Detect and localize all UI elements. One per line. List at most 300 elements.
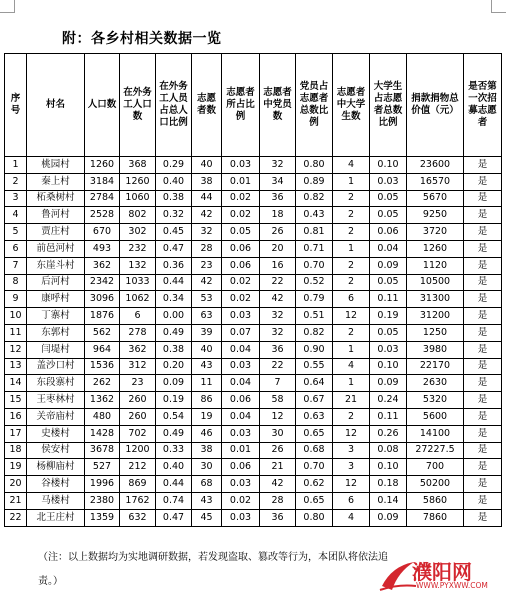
table-cell: 0.07: [222, 324, 260, 341]
table-cell: 19: [5, 459, 27, 476]
table-cell: 40: [192, 341, 222, 358]
table-row: [5, 157, 502, 174]
table-cell: 0.43: [296, 207, 333, 224]
table-cell: 632: [120, 509, 156, 526]
table-cell: 0.82: [296, 190, 333, 207]
table-cell: 是: [464, 324, 502, 341]
table-cell: 0.03: [370, 173, 407, 190]
table-cell: 1876: [85, 308, 120, 325]
table-cell: 16570: [407, 173, 464, 190]
table-header-row: [5, 54, 502, 157]
table-row: [5, 492, 502, 509]
table-cell: 22: [260, 358, 296, 375]
table-cell: 0.06: [222, 257, 260, 274]
header-cell: 志愿者中大学生数: [333, 54, 370, 157]
table-cell: 0.06: [222, 459, 260, 476]
table-cell: 0.03: [370, 341, 407, 358]
table-cell: 0.05: [370, 207, 407, 224]
table-cell: 0.06: [370, 224, 407, 241]
table-cell: 0.47: [156, 509, 192, 526]
table-cell: 53: [192, 291, 222, 308]
header-cell: 党员占志愿者总数比例: [296, 54, 333, 157]
table-cell: 0.24: [370, 392, 407, 409]
table-cell: 0.04: [370, 240, 407, 257]
table-row: [5, 358, 502, 375]
table-cell: 42: [260, 476, 296, 493]
table-cell: 0.63: [296, 408, 333, 425]
table-cell: 是: [464, 392, 502, 409]
table-cell: 23: [192, 257, 222, 274]
table-cell: 0.10: [370, 358, 407, 375]
table-cell: 26: [260, 224, 296, 241]
table-cell: 964: [85, 341, 120, 358]
table-cell: 0.52: [296, 274, 333, 291]
table-cell: 0.19: [370, 308, 407, 325]
table-cell: 493: [85, 240, 120, 257]
table-cell: 0.38: [156, 190, 192, 207]
village-name-cell: 前邑河村: [27, 240, 85, 257]
table-cell: 3: [5, 190, 27, 207]
village-name-cell: 贾庄村: [27, 224, 85, 241]
header-cell: 捐款捐物总价值（元）: [407, 54, 464, 157]
table-cell: 12: [260, 408, 296, 425]
table-cell: 0.03: [222, 358, 260, 375]
village-name-cell: 史楼村: [27, 425, 85, 442]
table-cell: 9: [5, 291, 27, 308]
table-cell: 5320: [407, 392, 464, 409]
header-cell: 是否第一次招募志愿者: [464, 54, 502, 157]
table-cell: 0.05: [222, 224, 260, 241]
table-cell: 0.03: [222, 157, 260, 174]
table-cell: 是: [464, 308, 502, 325]
table-cell: 1536: [85, 358, 120, 375]
table-cell: 0.06: [222, 240, 260, 257]
header-cell: 人口数: [85, 54, 120, 157]
table-cell: 1: [333, 240, 370, 257]
table-cell: 0.65: [296, 425, 333, 442]
village-name-cell: 谷楼村: [27, 476, 85, 493]
table-row: [5, 425, 502, 442]
header-cell: 志愿者所占比例: [222, 54, 260, 157]
table-cell: 0.55: [296, 358, 333, 375]
table-row: [5, 224, 502, 241]
table-cell: 1: [5, 157, 27, 174]
table-cell: 0.29: [156, 157, 192, 174]
table-cell: 3: [333, 459, 370, 476]
table-cell: 2: [333, 224, 370, 241]
table-cell: 43: [192, 492, 222, 509]
table-cell: 4: [333, 157, 370, 174]
table-cell: 34: [260, 173, 296, 190]
village-name-cell: 关帝庙村: [27, 408, 85, 425]
table-cell: 22170: [407, 358, 464, 375]
table-cell: 12: [333, 308, 370, 325]
village-name-cell: 桃园村: [27, 157, 85, 174]
table-cell: 31300: [407, 291, 464, 308]
village-name-cell: 侯安村: [27, 442, 85, 459]
table-cell: 2: [333, 257, 370, 274]
table-cell: 0.38: [156, 341, 192, 358]
table-cell: 2342: [85, 274, 120, 291]
table-cell: 0.20: [156, 358, 192, 375]
table-row: [5, 459, 502, 476]
table-cell: 0.06: [222, 392, 260, 409]
table-cell: 8: [5, 274, 27, 291]
table-cell: 0.09: [156, 375, 192, 392]
table-row: [5, 341, 502, 358]
footnote-line-1: （注：以上数据均为实地调研数据，若发现盗取、篡改等行为，本团队将依法追: [38, 552, 388, 563]
table-cell: 3720: [407, 224, 464, 241]
village-name-cell: 后河村: [27, 274, 85, 291]
table-cell: 28: [192, 240, 222, 257]
table-cell: 0.49: [156, 425, 192, 442]
table-cell: 4: [333, 509, 370, 526]
table-cell: 是: [464, 341, 502, 358]
table-cell: 362: [120, 341, 156, 358]
table-row: [5, 274, 502, 291]
table-cell: 是: [464, 224, 502, 241]
table-cell: 5670: [407, 190, 464, 207]
table-cell: 0.09: [370, 509, 407, 526]
table-cell: 0.11: [370, 408, 407, 425]
table-cell: 36: [260, 341, 296, 358]
table-cell: 0.03: [222, 425, 260, 442]
table-cell: 6: [120, 308, 156, 325]
table-cell: 0.71: [296, 240, 333, 257]
village-name-cell: 杨柳庙村: [27, 459, 85, 476]
table-cell: 14100: [407, 425, 464, 442]
table-cell: 0.03: [222, 476, 260, 493]
table-row: [5, 324, 502, 341]
table-cell: 是: [464, 459, 502, 476]
table-cell: 12: [5, 341, 27, 358]
village-name-cell: 东郭村: [27, 324, 85, 341]
table-row: [5, 257, 502, 274]
table-cell: 14: [5, 375, 27, 392]
table-cell: 21: [5, 492, 27, 509]
table-row: [5, 240, 502, 257]
table-cell: 0.45: [156, 224, 192, 241]
table-cell: 是: [464, 157, 502, 174]
table-cell: 19: [192, 408, 222, 425]
table-cell: 0.09: [370, 257, 407, 274]
table-cell: 22: [260, 274, 296, 291]
village-name-cell: 鲁河村: [27, 207, 85, 224]
table-cell: 4: [333, 358, 370, 375]
table-cell: 0.82: [296, 324, 333, 341]
table-cell: 3678: [85, 442, 120, 459]
table-cell: 1250: [407, 324, 464, 341]
table-cell: 1428: [85, 425, 120, 442]
table-cell: 0.67: [296, 392, 333, 409]
table-cell: 26: [260, 442, 296, 459]
table-cell: 是: [464, 492, 502, 509]
table-cell: 1200: [120, 442, 156, 459]
table-cell: 0.03: [222, 509, 260, 526]
table-cell: 44: [192, 190, 222, 207]
village-name-cell: 丁寨村: [27, 308, 85, 325]
table-cell: 0.14: [370, 492, 407, 509]
table-cell: 0.04: [222, 375, 260, 392]
table-cell: 86: [192, 392, 222, 409]
table-row: [5, 476, 502, 493]
table-cell: 0.02: [222, 274, 260, 291]
table-cell: 0.40: [156, 173, 192, 190]
table-cell: 0.08: [370, 442, 407, 459]
table-cell: 是: [464, 257, 502, 274]
table-cell: 0.02: [222, 207, 260, 224]
table-cell: 0.74: [156, 492, 192, 509]
table-cell: 0.10: [370, 459, 407, 476]
table-cell: 869: [120, 476, 156, 493]
table-cell: 是: [464, 375, 502, 392]
table-cell: 4: [5, 207, 27, 224]
table-cell: 0.04: [222, 341, 260, 358]
header-cell: 序号: [5, 54, 27, 157]
table-cell: 2: [333, 207, 370, 224]
table-cell: 1362: [85, 392, 120, 409]
header-cell: 大学生占志愿者总数比例: [370, 54, 407, 157]
table-cell: 0.79: [296, 291, 333, 308]
table-cell: 20: [5, 476, 27, 493]
table-row: [5, 392, 502, 409]
village-name-cell: 秦上村: [27, 173, 85, 190]
table-cell: 2784: [85, 190, 120, 207]
table-cell: 11: [5, 324, 27, 341]
table-row: [5, 207, 502, 224]
table-cell: 是: [464, 408, 502, 425]
table-cell: 是: [464, 425, 502, 442]
table-cell: 0.81: [296, 224, 333, 241]
table-cell: 0.80: [296, 157, 333, 174]
table-cell: 是: [464, 240, 502, 257]
table-cell: 0.10: [370, 157, 407, 174]
page-title: 附：各乡村相关数据一览: [62, 31, 222, 47]
table-cell: 32: [192, 224, 222, 241]
village-name-cell: 马楼村: [27, 492, 85, 509]
table-cell: 40: [192, 157, 222, 174]
table-cell: 1996: [85, 476, 120, 493]
table-cell: 1260: [407, 240, 464, 257]
table-cell: 0.11: [370, 291, 407, 308]
table-cell: 68: [192, 476, 222, 493]
table-cell: 0.36: [156, 257, 192, 274]
table-cell: 5860: [407, 492, 464, 509]
table-cell: 16: [260, 257, 296, 274]
table-cell: 36: [260, 509, 296, 526]
header-cell: 志愿者中党员数: [260, 54, 296, 157]
table-cell: 是: [464, 173, 502, 190]
village-name-cell: 盖沙口村: [27, 358, 85, 375]
table-cell: 702: [120, 425, 156, 442]
site-watermark-logo: [378, 556, 504, 594]
village-name-cell: 康呼村: [27, 291, 85, 308]
table-cell: 6: [5, 240, 27, 257]
table-cell: 是: [464, 476, 502, 493]
table-cell: 1033: [120, 274, 156, 291]
table-cell: 38: [192, 173, 222, 190]
table-cell: 6: [333, 291, 370, 308]
table-row: [5, 375, 502, 392]
table-cell: 2: [333, 274, 370, 291]
table-cell: 42: [260, 291, 296, 308]
table-cell: 0.00: [156, 308, 192, 325]
table-row: [5, 442, 502, 459]
village-name-cell: 东段寨村: [27, 375, 85, 392]
table-cell: 0.70: [296, 257, 333, 274]
table-row: [5, 408, 502, 425]
table-cell: 1359: [85, 509, 120, 526]
table-cell: 0.32: [156, 207, 192, 224]
table-cell: 0.68: [296, 442, 333, 459]
table-cell: 0.05: [370, 324, 407, 341]
table-cell: 22: [5, 509, 27, 526]
table-cell: 260: [120, 408, 156, 425]
table-cell: 12: [333, 476, 370, 493]
table-cell: 0.89: [296, 173, 333, 190]
table-cell: 0.26: [370, 425, 407, 442]
table-cell: 50200: [407, 476, 464, 493]
watermark-url: WWW.PYXWW.COM: [416, 581, 488, 590]
table-cell: 0.90: [296, 341, 333, 358]
village-name-cell: 东崖斗村: [27, 257, 85, 274]
table-cell: 0.02: [222, 492, 260, 509]
table-row: [5, 308, 502, 325]
table-cell: 39: [192, 324, 222, 341]
table-cell: 0.34: [156, 291, 192, 308]
table-cell: 0.01: [222, 442, 260, 459]
table-cell: 15: [5, 392, 27, 409]
table-cell: 0.62: [296, 476, 333, 493]
table-cell: 0.40: [156, 459, 192, 476]
table-cell: 0.05: [370, 190, 407, 207]
table-cell: 31200: [407, 308, 464, 325]
table-cell: 0.04: [222, 408, 260, 425]
table-cell: 3184: [85, 173, 120, 190]
table-cell: 9250: [407, 207, 464, 224]
footnote-line-2: 责。）: [38, 576, 63, 587]
table-cell: 0.01: [222, 173, 260, 190]
table-cell: 0.51: [296, 308, 333, 325]
table-cell: 5600: [407, 408, 464, 425]
table-cell: 46: [192, 425, 222, 442]
table-cell: 10: [5, 308, 27, 325]
table-cell: 30: [192, 459, 222, 476]
table-cell: 18: [5, 442, 27, 459]
table-cell: 21: [260, 459, 296, 476]
table-cell: 1260: [85, 157, 120, 174]
village-name-cell: 北王庄村: [27, 509, 85, 526]
table-cell: 368: [120, 157, 156, 174]
table-cell: 1: [333, 341, 370, 358]
table-cell: 562: [85, 324, 120, 341]
table-cell: 28: [260, 492, 296, 509]
table-cell: 17: [5, 425, 27, 442]
table-row: [5, 509, 502, 526]
table-cell: 262: [85, 375, 120, 392]
table-cell: 32: [260, 324, 296, 341]
table-cell: 5: [5, 224, 27, 241]
table-cell: 7: [5, 257, 27, 274]
table-cell: 2380: [85, 492, 120, 509]
table-cell: 2: [333, 324, 370, 341]
table-cell: 21: [333, 392, 370, 409]
table-cell: 1060: [120, 190, 156, 207]
table-cell: 312: [120, 358, 156, 375]
table-cell: 0.80: [296, 509, 333, 526]
table-cell: 3980: [407, 341, 464, 358]
table-cell: 0.64: [296, 375, 333, 392]
table-cell: 2: [333, 408, 370, 425]
table-row: [5, 190, 502, 207]
header-cell: 在外务工人口数: [120, 54, 156, 157]
table-cell: 232: [120, 240, 156, 257]
table-cell: 2: [333, 190, 370, 207]
table-cell: 670: [85, 224, 120, 241]
table-cell: 1120: [407, 257, 464, 274]
village-name-cell: 闫堤村: [27, 341, 85, 358]
table-cell: 260: [120, 392, 156, 409]
table-cell: 38: [192, 442, 222, 459]
table-cell: 0.65: [296, 492, 333, 509]
table-cell: 1: [333, 375, 370, 392]
table-cell: 302: [120, 224, 156, 241]
table-cell: 0.18: [370, 476, 407, 493]
header-cell: 在外务工人员占总人口比例: [156, 54, 192, 157]
table-cell: 1: [333, 173, 370, 190]
table-cell: 30: [260, 425, 296, 442]
table-cell: 0.19: [156, 392, 192, 409]
table-cell: 0.33: [156, 442, 192, 459]
table-cell: 0.54: [156, 408, 192, 425]
table-cell: 16: [5, 408, 27, 425]
table-cell: 是: [464, 442, 502, 459]
table-cell: 10500: [407, 274, 464, 291]
table-cell: 212: [120, 459, 156, 476]
table-cell: 0.09: [370, 375, 407, 392]
table-cell: 0.03: [222, 308, 260, 325]
table-cell: 1762: [120, 492, 156, 509]
table-cell: 362: [85, 257, 120, 274]
table-body: [5, 157, 502, 527]
table-cell: 是: [464, 207, 502, 224]
page-corner-mark-left: [0, 0, 15, 13]
table-cell: 是: [464, 291, 502, 308]
village-data-table: [4, 53, 502, 527]
table-cell: 3096: [85, 291, 120, 308]
table-cell: 802: [120, 207, 156, 224]
table-cell: 2: [5, 173, 27, 190]
table-cell: 45: [192, 509, 222, 526]
table-cell: 42: [192, 207, 222, 224]
village-name-cell: 柘桑树村: [27, 190, 85, 207]
table-cell: 63: [192, 308, 222, 325]
table-cell: 0.02: [222, 190, 260, 207]
table-cell: 11: [192, 375, 222, 392]
table-cell: 42: [192, 274, 222, 291]
table-cell: 0.44: [156, 476, 192, 493]
table-cell: 13: [5, 358, 27, 375]
table-cell: 1260: [120, 173, 156, 190]
table-cell: 1062: [120, 291, 156, 308]
table-cell: 0.02: [222, 291, 260, 308]
table-cell: 0.47: [156, 240, 192, 257]
table-cell: 20: [260, 240, 296, 257]
table-cell: 2630: [407, 375, 464, 392]
page-corner-mark-right: [491, 0, 506, 13]
header-cell: 志愿者数: [192, 54, 222, 157]
table-cell: 36: [260, 190, 296, 207]
